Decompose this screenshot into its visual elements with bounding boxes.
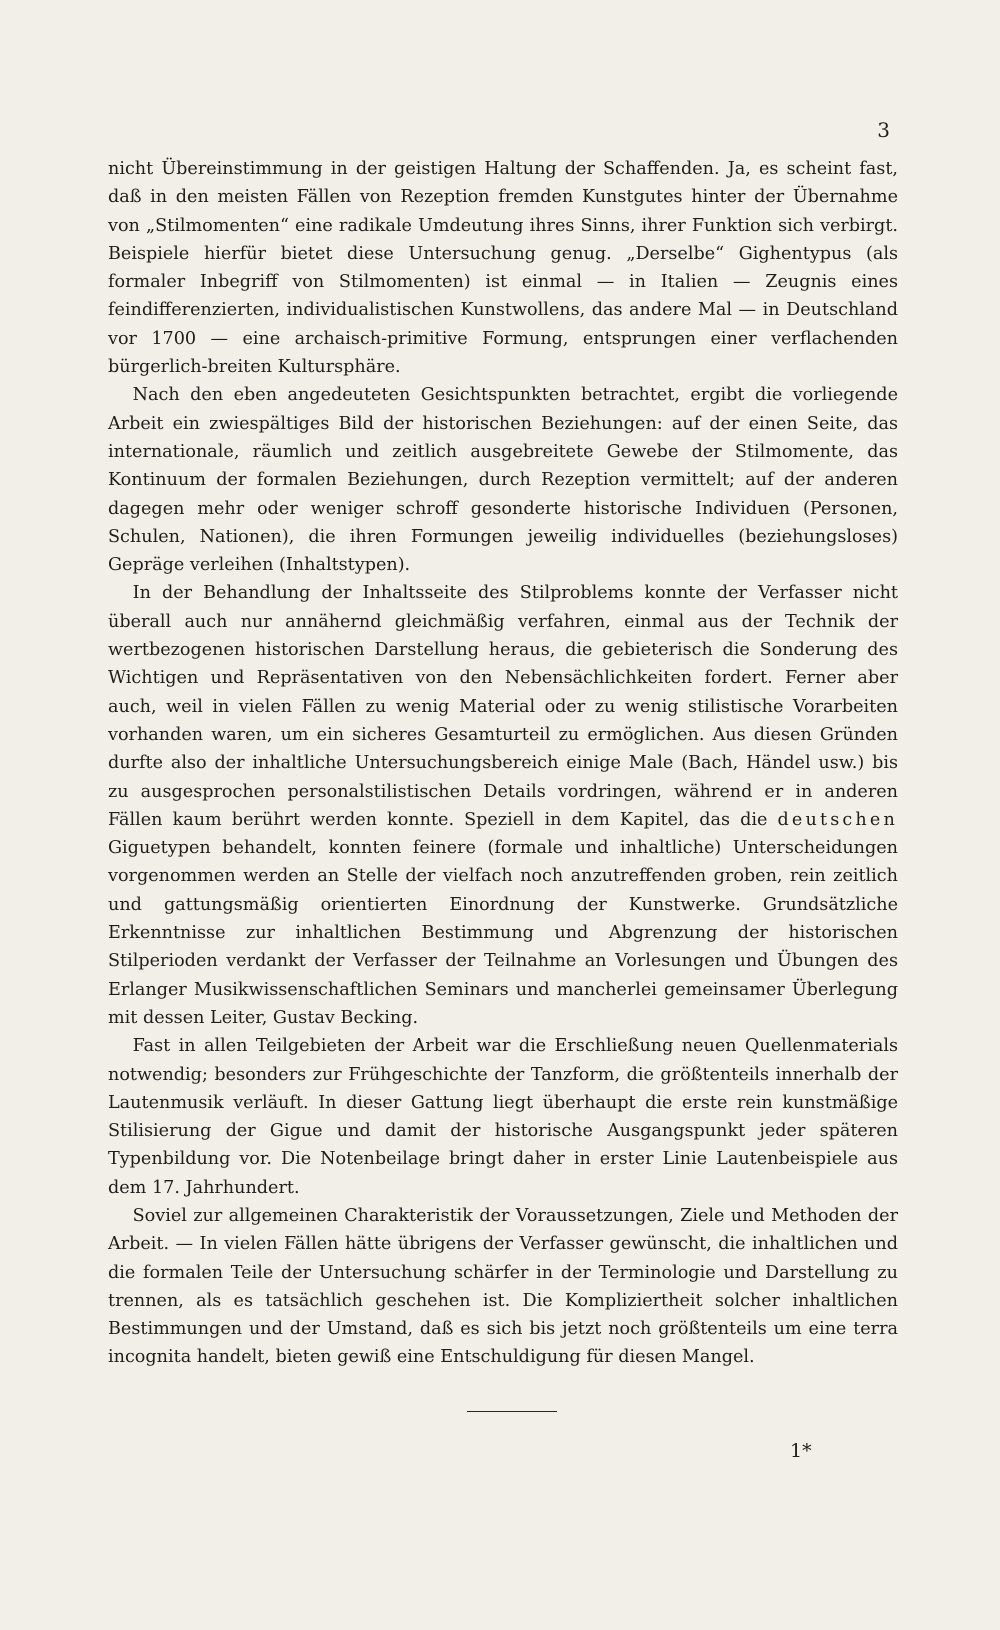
paragraph-2: Nach den eben angedeuteten Gesichtspunkten betrachtet, ergibt die vorliegende Arbeit ein zwiespältiges Bild der historischen Beziehungen: auf der einen Seite, das internationale, räumlich und zeitlich ausgebreitete Gewebe der Stilmomente, das Kontinuum der formalen Beziehungen, durch Rezeption vermittelt; auf der anderen dagegen mehr oder weniger schroff gesonderte historische Individuen (Personen, Schulen, Nationen), die ihren Formungen jeweilig individuelles (beziehungsloses) Gepräge verleihen (Inhaltstypen). <box>108 385 898 576</box>
page-number: 3 <box>877 118 890 142</box>
signature-mark: 1* <box>790 1440 812 1462</box>
paragraph-3-part-b: Giguetypen behandelt, konnten feinere (formale und inhaltliche) Unterscheidungen vorgenommen werden an Stelle der vielfach noch anzutreffenden groben, rein zeitlich und gattungsmäßig orientierten Einordnung der Kunstwerke. Grundsätzliche Erkenntnisse zur inhaltlichen Bestimmung und Abgrenzung der historischen Stilperioden verdankt der Verfasser der Teilnahme an Vorlesungen und Übungen des Erlanger Musikwissenschaftlichen Seminars und mancherlei gemeinsamer Überlegung mit dessen Leiter, Gustav Becking. <box>108 838 898 1028</box>
paragraph-1: nicht Übereinstimmung in der geistigen Haltung der Schaffenden. Ja, es scheint fast, daß in den meisten Fällen von Rezeption fremden Kunstgutes hinter der Übernahme von „Stilmomenten“ eine radikale Umdeutung ihres Sinns, ihrer Funktion sich verbirgt. Beispiele hierfür bietet diese Untersuchung genug. „Derselbe“ Gighentypus (als formaler Inbegriff von Stilmomenten) ist einmal — in Italien — Zeugnis eines feindifferenzierten, individualistischen Kunstwollens, das andere Mal — in Deutschland vor 1700 — eine archaisch-primitive Formung, entsprungen einer verflachenden bürgerlich-breiten Kultursphäre. <box>108 159 898 378</box>
paragraph-4: Fast in allen Teilgebieten der Arbeit war die Erschließung neuen Quellenmaterials notwendig; besonders zur Frühgeschichte der Tanzform, die größtenteils innerhalb der Lautenmusik verläuft. In dieser Gattung liegt überhaupt die erste rein kunstmäßige Stilisierung der Gigue und damit der historische Ausgangspunkt jeder späteren Typenbildung vor. Die Notenbeilage bringt daher in erster Linie Lautenbeispiele aus dem 17. Jahrhundert. <box>108 1036 898 1198</box>
emphasized-word: deutschen <box>777 809 899 830</box>
paragraph-5: Soviel zur allgemeinen Charakteristik der Voraussetzungen, Ziele und Methoden der Arbeit. — In vielen Fällen hätte übrigens der Verfasser gewünscht, die inhaltlichen und die formalen Teile der Untersuchung schärfer in der Terminologie und Darstellung zu trennen, als es tatsächlich geschehen ist. Die Kompliziertheit solcher inhaltlichen Bestimmungen und der Umstand, daß es sich bis jetzt noch größtenteils um eine terra incognita handelt, bieten gewiß eine Entschuldigung für diesen Mangel. <box>108 1205 898 1368</box>
closing-rule <box>467 1411 557 1412</box>
paragraph-3-part-a: In der Behandlung der Inhaltsseite des Stilproblems konnte der Verfasser nicht überall auch nur annähernd gleichmäßig verfahren, einmal aus der Technik der wertbezogenen historischen Darstellung heraus, die gebieterisch die Sonderung des Wichtigen und Repräsentativen von den Nebensächlichkeiten fordert. Ferner aber auch, weil in vielen Fällen zu wenig Material oder zu wenig stilistische Vorarbeiten vorhanden waren, um ein sicheres Gesamturteil zu ermöglichen. Aus diesen Gründen durfte also der inhaltliche Untersuchungsbereich einige Male (Bach, Händel usw.) bis zu ausgesprochen personalstilistischen Details vordringen, während er in anderen Fällen kaum berührt werden konnte. Speziell in dem Kapitel, das die <box>108 583 898 830</box>
paragraph-3 <box>108 579 898 1032</box>
body-text <box>108 155 898 1372</box>
